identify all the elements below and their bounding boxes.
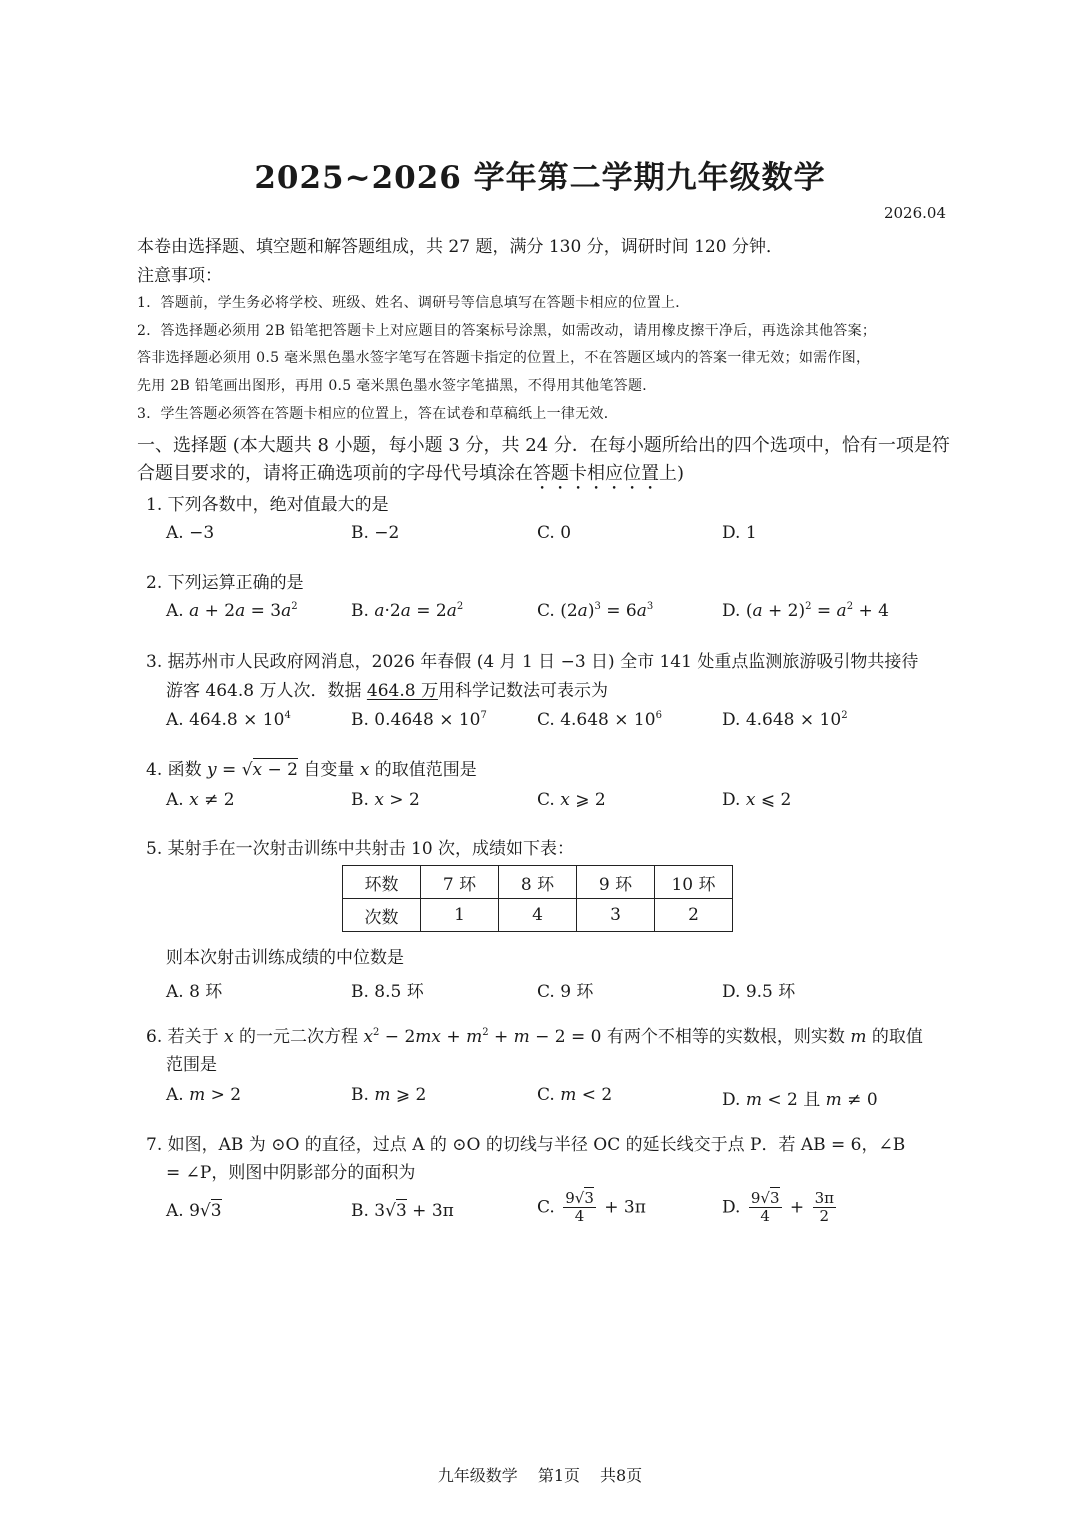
q3-option-b: B. $0.4648 \times 10^7$ — [351, 710, 487, 730]
notice-title: 注意事项： — [137, 266, 222, 286]
q4-option-c: C. x ⩾ 2 — [537, 790, 606, 810]
question-3-stem-cont: 游客 464.8 万人次．数据 464.8 万用科学记数法可表示为 — [166, 681, 608, 701]
section-heading: 一、选择题 (本大题共 8 小题，每小题 3 分，共 24 分．在每小题所给出的四个选项中，恰有一项是符 — [137, 435, 950, 456]
q6-option-a: A. m > 2 — [166, 1085, 242, 1105]
q3-option-a: A. $464.8 \times 10^4$ — [166, 710, 291, 730]
notice-item: 答非选择题必须用 0.5 毫米黑色墨水签字笔写在答题卡指定的位置上，不在答题区域内的答案一律无效；如需作图， — [137, 350, 871, 366]
score-table — [342, 865, 733, 932]
table-cell: 环数 — [343, 866, 421, 899]
table-cell: 3 — [577, 899, 655, 932]
table-cell: 1 — [421, 899, 499, 932]
footer-subject: 九年级数学 — [437, 1466, 518, 1485]
underlined-number: 464.8 万 — [366, 681, 438, 701]
q1-option-c: C. 0 — [537, 523, 572, 543]
table-cell: 9 环 — [577, 866, 655, 899]
table-cell: 2 — [655, 899, 733, 932]
q5-option-c: C. 9 环 — [537, 982, 594, 1002]
q7-option-d: D. $\frac{9√3}{4}$ + $\frac{3\pi}{2}$ — [722, 1189, 834, 1226]
page-footer — [0, 1463, 1080, 1486]
q2-option-a: A. $a + 2a = 3a^2$ — [166, 601, 298, 621]
exam-intro: 本卷由选择题、填空题和解答题组成，共 27 题，满分 130 分，调研时间 120 分钟． — [137, 237, 783, 257]
q5-option-a: A. 8 环 — [166, 982, 223, 1002]
table-cell: 4 — [499, 899, 577, 932]
question-5-stem: 5. 某射手在一次射击训练中共射击 10 次，成绩如下表： — [146, 839, 575, 859]
notice-item: 2．答选择题必须用 2B 铅笔把答题卡上对应题目的答案标号涂黑，如需改动，请用橡皮擦干净后，再选涂其他答案； — [137, 323, 877, 339]
q6-option-c: C. m < 2 — [537, 1085, 613, 1105]
page-title: 2025~2026 学年第二学期九年级数学 — [254, 160, 826, 196]
table-cell: 次数 — [343, 899, 421, 932]
question-6-stem: 6. 若关于 x 的一元二次方程 $x^2 - 2mx + m^2 + m - 2 = 0$ 有两个不相等的实数根，则实数 m 的取值 — [146, 1027, 923, 1047]
q6-option-d: D. m < 2 且 m ≠ 0 — [722, 1090, 878, 1110]
q7-option-a: A. 9√3 — [166, 1201, 222, 1221]
q6-option-b: B. m ⩾ 2 — [351, 1085, 427, 1105]
q1-option-b: B. −2 — [351, 523, 400, 543]
q5-option-d: D. 9.5 环 — [722, 982, 796, 1002]
emphasis-text: 答题卡相应位置 — [533, 463, 659, 484]
q2-option-d: D. $(a + 2)^2 = a^2 + 4$ — [722, 601, 889, 621]
table-row — [343, 899, 733, 932]
q4-option-d: D. x ⩽ 2 — [722, 790, 792, 810]
q4-option-b: B. x > 2 — [351, 790, 420, 810]
notice-item: 1．答题前，学生务必将学校、班级、姓名、调研号等信息填写在答题卡相应的位置上． — [137, 295, 690, 311]
question-7-stem: 7. 如图，AB 为 ⊙O 的直径，过点 A 的 ⊙O 的切线与半径 OC 的延长线交于点 P．若 AB = 6，∠B — [146, 1135, 906, 1155]
q2-option-b: B. $a\cdot 2a = 2a^2$ — [351, 601, 464, 621]
table-row — [343, 866, 733, 899]
q3-option-d: D. $4.648 \times 10^2$ — [722, 710, 848, 730]
question-2-stem: 2. 下列运算正确的是 — [146, 573, 304, 593]
q5-option-b: B. 8.5 环 — [351, 982, 424, 1002]
footer-page: 第1页 — [537, 1466, 580, 1485]
q7-option-b: B. 3√3 + 3π — [351, 1201, 454, 1221]
q3-option-c: C. $4.648 \times 10^6$ — [537, 710, 662, 730]
section-heading-cont: 合题目要求的，请将正确选项前的字母代号填涂在答题卡相应位置上) — [137, 463, 685, 484]
q1-option-a: A. −3 — [166, 523, 215, 543]
notice-item: 3．学生答题必须答在答题卡相应的位置上，答在试卷和草稿纸上一律无效． — [137, 406, 619, 422]
notice-item: 先用 2B 铅笔画出图形，再用 0.5 毫米黑色墨水签字笔描黑，不得用其他笔答题． — [137, 378, 657, 394]
question-1-stem: 1. 下列各数中，绝对值最大的是 — [146, 495, 389, 515]
q1-option-d: D. 1 — [722, 523, 757, 543]
footer-total: 共8页 — [600, 1466, 643, 1485]
table-cell: 10 环 — [655, 866, 733, 899]
question-7-stem-cont: = ∠P，则图中阴影部分的面积为 — [166, 1163, 416, 1183]
question-3-stem: 3. 据苏州市人民政府网消息，2026 年春假 (4 月 1 日 −3 日) 全市 141 处重点监测旅游吸引物共接待 — [146, 652, 919, 672]
q4-option-a: A. x ≠ 2 — [166, 790, 235, 810]
table-cell: 8 环 — [499, 866, 577, 899]
q2-option-c: C. $(2a)^3 = 6a^3$ — [537, 601, 654, 621]
question-4-stem: 4. 函数 y = √x − 2 自变量 x 的取值范围是 — [146, 760, 477, 780]
question-5-question: 则本次射击训练成绩的中位数是 — [166, 948, 404, 968]
question-6-stem-cont: 范围是 — [166, 1055, 217, 1075]
table-cell: 7 环 — [421, 866, 499, 899]
q7-option-c: C. $\frac{9√3}{4}$ + 3π — [537, 1189, 646, 1226]
exam-date: 2026.04 — [883, 204, 946, 222]
